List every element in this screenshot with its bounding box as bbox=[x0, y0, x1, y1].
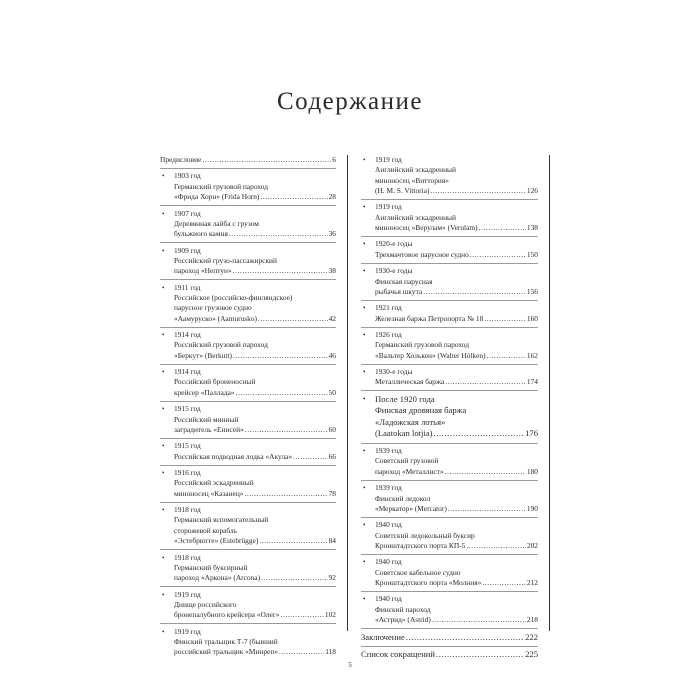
entry-last-line bbox=[174, 314, 336, 324]
entry-page-number: 174 bbox=[526, 377, 538, 387]
entry-last-line bbox=[375, 287, 538, 297]
toc-entry[interactable] bbox=[361, 367, 538, 388]
entry-page-number: 190 bbox=[526, 503, 538, 513]
leader-dots bbox=[258, 314, 328, 324]
entry-separator bbox=[361, 364, 538, 365]
entry-title-line: Финская парусная bbox=[375, 276, 433, 286]
entry-last-line bbox=[174, 573, 336, 583]
entry-year: 1920-е годы bbox=[375, 239, 413, 249]
entry-year: 1903 год bbox=[174, 171, 201, 181]
entry-title-line: Российский эскадренный bbox=[174, 478, 254, 488]
bullet-icon: • bbox=[162, 331, 165, 340]
leader-dots bbox=[445, 467, 526, 477]
entry-title-line: Финский тральщик Т-7 (бывший bbox=[174, 637, 278, 647]
entry-title-line: (Laatokan lotjia) bbox=[375, 428, 433, 439]
leader-dots bbox=[470, 250, 526, 260]
entry-separator bbox=[361, 390, 538, 391]
entry-last-line bbox=[375, 377, 538, 387]
leader-dots bbox=[261, 573, 328, 583]
entry-title-line: парусное грузовое судно bbox=[174, 303, 252, 313]
entry-title-line: (H. M. S. Vittoria) bbox=[375, 185, 430, 195]
entry-title-line: бронепалубного крейсера «Олег» bbox=[174, 610, 280, 620]
toc-entry[interactable] bbox=[160, 441, 336, 462]
toc-entry[interactable] bbox=[361, 557, 538, 588]
entry-title-line: Финская дровяная баржа bbox=[375, 405, 467, 416]
entry-separator bbox=[160, 438, 336, 439]
entry-year: 1939 год bbox=[375, 483, 402, 493]
toc-right-column bbox=[361, 155, 538, 661]
bullet-icon: • bbox=[363, 447, 366, 456]
entry-title-line: Российский грузовой пароход bbox=[174, 340, 268, 350]
entry-title-line: Российское (российско-финляндское) bbox=[174, 293, 293, 303]
entry-page-number: 202 bbox=[526, 540, 538, 550]
entry-separator bbox=[361, 327, 538, 328]
leader-dots bbox=[281, 610, 324, 620]
entry-title-line: «Ладожская лотья» bbox=[375, 416, 446, 427]
entry-page-number: 138 bbox=[526, 222, 538, 232]
toc-entry[interactable] bbox=[160, 283, 336, 324]
entry-last-line bbox=[174, 351, 336, 361]
entry-title-line: пароход «Металлист» bbox=[375, 466, 444, 476]
entry-year: 1915 год bbox=[174, 404, 201, 414]
toc-entry[interactable] bbox=[160, 171, 336, 202]
leader-dots bbox=[434, 428, 525, 440]
entry-separator bbox=[361, 443, 538, 444]
entry-title-line: Германский буксирный bbox=[174, 562, 248, 572]
entry-title-line: Трехмачтовое парусное судно bbox=[375, 249, 469, 259]
entry-page-number: 212 bbox=[526, 577, 538, 587]
entry-title-line: пароход «Аркона» (Arcona) bbox=[174, 573, 261, 583]
entry-title-line: заградитель «Енисей» bbox=[174, 424, 244, 434]
bullet-icon: • bbox=[162, 469, 165, 478]
bullet-icon: • bbox=[162, 246, 165, 255]
entry-title-line: «Вальтер Холькен» (Walter Hölken) bbox=[375, 350, 486, 360]
entry-title-line: рыбачья шкута bbox=[375, 286, 423, 296]
entry-page-number: 60 bbox=[328, 424, 336, 434]
entry-title-line: российский тральщик «Минреп» bbox=[174, 647, 278, 657]
bullet-icon: • bbox=[363, 304, 366, 313]
bullet-icon: • bbox=[162, 209, 165, 218]
entry-title-line: «Эстебрюгге» (Estebrügge) bbox=[174, 536, 259, 546]
bullet-icon: • bbox=[162, 283, 165, 292]
entry-title-line: Деревянная лайба с грузом bbox=[174, 218, 259, 228]
entry-page-number: 156 bbox=[526, 286, 538, 296]
entry-page-number: 28 bbox=[328, 192, 336, 202]
entry-title-line: Финский пароход bbox=[375, 604, 431, 614]
entry-title-line: Советский ледокольный буксир bbox=[375, 530, 475, 540]
page-title: Содержание bbox=[277, 88, 423, 115]
bullet-icon: • bbox=[162, 627, 165, 636]
entry-title-line: Железная баржа Петропорта № 18 bbox=[375, 313, 484, 323]
entry-separator bbox=[160, 364, 336, 365]
bullet-icon: • bbox=[162, 590, 165, 599]
entry-year: 1914 год bbox=[174, 330, 201, 340]
bullet-icon: • bbox=[162, 442, 165, 451]
entry-title-line: миноносец «Верулам» (Verulam) bbox=[375, 222, 478, 232]
entry-year: 1918 год bbox=[174, 505, 201, 515]
entry-separator bbox=[160, 549, 336, 550]
bullet-icon: • bbox=[162, 172, 165, 181]
page-number: 5 bbox=[348, 661, 352, 669]
toc-entry[interactable] bbox=[160, 209, 336, 240]
entry-page-number: 38 bbox=[328, 266, 336, 276]
entry-separator bbox=[361, 646, 538, 647]
entry-year: После 1920 года bbox=[375, 393, 435, 404]
entry-last-line bbox=[174, 610, 336, 620]
entry-year: 1930-е годы bbox=[375, 367, 413, 377]
toc-entry[interactable] bbox=[361, 266, 538, 297]
leader-dots bbox=[279, 647, 324, 657]
entry-year: 1914 год bbox=[174, 367, 201, 377]
entry-year: 1940 год bbox=[375, 594, 402, 604]
toc-entry[interactable] bbox=[361, 155, 538, 196]
entry-separator bbox=[361, 480, 538, 481]
entry-year: 1926 год bbox=[375, 330, 402, 340]
leader-dots bbox=[487, 351, 526, 361]
leader-dots bbox=[229, 229, 328, 239]
entry-last-line bbox=[174, 489, 336, 499]
leader-dots bbox=[445, 377, 526, 387]
leader-dots bbox=[479, 223, 526, 233]
entry-title-line: пароход «Нептун» bbox=[174, 266, 232, 276]
bullet-icon: • bbox=[363, 558, 366, 567]
entry-year: 1918 год bbox=[174, 552, 201, 562]
toc-entry[interactable] bbox=[361, 303, 538, 324]
entry-separator bbox=[361, 236, 538, 237]
entry-title-line: бульжного камня bbox=[174, 229, 228, 239]
column-divider bbox=[347, 155, 348, 631]
entry-title-line: Английский эскадренный bbox=[375, 165, 456, 175]
entry-title-line: Кронштадтского порта «Молния» bbox=[375, 577, 482, 587]
leader-dots bbox=[233, 266, 328, 276]
bullet-icon: • bbox=[363, 394, 366, 403]
entry-last-line bbox=[375, 223, 538, 233]
bullet-icon: • bbox=[363, 595, 366, 604]
toc-entry[interactable] bbox=[160, 367, 336, 398]
toc-entry[interactable] bbox=[361, 330, 538, 361]
toc-entry[interactable] bbox=[160, 627, 336, 658]
toc-entry[interactable] bbox=[361, 632, 538, 644]
entry-page-number: 36 bbox=[328, 229, 336, 239]
toc-entry[interactable] bbox=[361, 202, 538, 233]
entry-title-line: Российский броненосный bbox=[174, 377, 256, 387]
entry-page-number: 162 bbox=[526, 350, 538, 360]
entry-title-line: Российская подводная лодка «Акула» bbox=[174, 451, 293, 461]
entry-page-number: 102 bbox=[324, 610, 336, 620]
entry-separator bbox=[361, 554, 538, 555]
entry-page-number: 92 bbox=[328, 573, 336, 583]
bullet-icon: • bbox=[162, 405, 165, 414]
entry-title-line: Английский эскадренный bbox=[375, 212, 456, 222]
entry-last-line bbox=[375, 351, 538, 361]
leader-dots bbox=[448, 504, 526, 514]
entry-year: 1939 год bbox=[375, 446, 402, 456]
entry-title-line: Предисловие bbox=[160, 155, 202, 164]
entry-year: 1919 год bbox=[174, 626, 201, 636]
right-rule bbox=[549, 155, 550, 631]
leader-dots bbox=[202, 155, 331, 165]
entry-title-line: Финский ледокол bbox=[375, 493, 431, 503]
leader-dots bbox=[260, 192, 327, 202]
entry-year: 1909 год bbox=[174, 245, 201, 255]
bullet-icon: • bbox=[363, 240, 366, 249]
entry-last-line bbox=[174, 192, 336, 202]
leader-dots bbox=[430, 186, 525, 196]
entry-separator bbox=[361, 517, 538, 518]
entry-last-line bbox=[174, 647, 336, 657]
entry-last-line bbox=[375, 467, 538, 477]
entry-title-line: миноносец «Казанец» bbox=[174, 488, 244, 498]
entry-title-line: Заключение bbox=[361, 631, 405, 642]
entry-title-line: Германский грузовой пароход bbox=[375, 340, 469, 350]
entry-title-line: Кронштадтского порта КП-5 bbox=[375, 540, 466, 550]
entry-title-line: «Астрид» (Astrid) bbox=[375, 615, 431, 625]
entry-separator bbox=[361, 300, 538, 301]
entry-year: 1907 год bbox=[174, 208, 201, 218]
toc-entry[interactable] bbox=[160, 590, 336, 621]
entry-separator bbox=[160, 465, 336, 466]
entry-title-line: Советский грузовой bbox=[375, 456, 439, 466]
entry-separator bbox=[160, 242, 336, 243]
entry-page-number: 150 bbox=[526, 249, 538, 259]
entry-title-line: Германский вспомогательный bbox=[174, 515, 269, 525]
entry-page-number: 84 bbox=[328, 536, 336, 546]
entry-last-line bbox=[375, 615, 538, 625]
leader-dots bbox=[432, 615, 526, 625]
bullet-icon: • bbox=[363, 484, 366, 493]
leader-dots bbox=[259, 536, 327, 546]
entry-title-line: крейсер «Паллада» bbox=[174, 387, 235, 397]
leader-dots bbox=[245, 425, 328, 435]
entry-separator bbox=[361, 628, 538, 629]
leader-dots bbox=[436, 649, 524, 661]
leader-dots bbox=[293, 452, 328, 462]
entry-last-line bbox=[174, 425, 336, 435]
entry-year: 1940 год bbox=[375, 520, 402, 530]
entry-last-line bbox=[174, 388, 336, 398]
bullet-icon: • bbox=[363, 267, 366, 276]
entry-page-number: 42 bbox=[328, 313, 336, 323]
toc-entry[interactable] bbox=[160, 505, 336, 546]
entry-separator bbox=[160, 401, 336, 402]
entry-year: 1919 год bbox=[174, 589, 201, 599]
toc-entry[interactable] bbox=[361, 520, 538, 551]
entry-page-number: 126 bbox=[526, 185, 538, 195]
toc-entry[interactable] bbox=[160, 155, 336, 165]
leader-dots bbox=[482, 578, 526, 588]
bullet-icon: • bbox=[363, 368, 366, 377]
entry-year: 1930-е годы bbox=[375, 266, 413, 276]
entry-title-line: Российский минный bbox=[174, 414, 239, 424]
entry-last-line bbox=[375, 541, 538, 551]
bullet-icon: • bbox=[162, 506, 165, 515]
entry-separator bbox=[361, 199, 538, 200]
entry-page-number: 118 bbox=[325, 647, 336, 657]
entry-last-line bbox=[375, 504, 538, 514]
bullet-icon: • bbox=[363, 156, 366, 164]
bullet-icon: • bbox=[363, 203, 366, 212]
leader-dots bbox=[484, 314, 526, 324]
entry-last-line bbox=[361, 632, 538, 644]
toc-entry[interactable] bbox=[361, 394, 538, 440]
entry-last-line bbox=[375, 250, 538, 260]
leader-dots bbox=[466, 541, 526, 551]
entry-page-number: 46 bbox=[328, 350, 336, 360]
toc-entry[interactable] bbox=[160, 468, 336, 499]
entry-title-line: «Фрида Хорн» (Frida Horn) bbox=[174, 192, 260, 202]
bullet-icon: • bbox=[363, 331, 366, 340]
entry-title-line: «Аамуруско» (Aamurusko) bbox=[174, 313, 258, 323]
toc-entry[interactable] bbox=[361, 649, 538, 661]
entry-title-line: сторожевой корабль bbox=[174, 525, 238, 535]
entry-last-line bbox=[375, 578, 538, 588]
leader-dots bbox=[406, 632, 524, 644]
entry-year: 1911 год bbox=[174, 282, 201, 292]
entry-title-line: «Беркут» (Berkutt) bbox=[174, 350, 232, 360]
entry-page-number: 50 bbox=[328, 387, 336, 397]
entry-title-line: Российский грузо-пассажирский bbox=[174, 255, 277, 265]
entry-year: 1921 год bbox=[375, 303, 402, 313]
entry-year: 1919 год bbox=[375, 202, 402, 212]
entry-separator bbox=[160, 623, 336, 624]
entry-last-line bbox=[174, 266, 336, 276]
entry-title-line: миноносец «Виттория» bbox=[375, 175, 449, 185]
toc-entry[interactable] bbox=[160, 553, 336, 584]
bullet-icon: • bbox=[162, 553, 165, 562]
entry-separator bbox=[160, 502, 336, 503]
entry-separator bbox=[160, 279, 336, 280]
entry-last-line bbox=[174, 229, 336, 239]
entry-last-line bbox=[361, 649, 538, 661]
entry-page-number: 176 bbox=[525, 428, 538, 439]
entry-separator bbox=[361, 263, 538, 264]
entry-page-number: 160 bbox=[526, 313, 538, 323]
entry-separator bbox=[160, 205, 336, 206]
entry-year: 1915 год bbox=[174, 441, 201, 451]
entry-last-line bbox=[375, 314, 538, 324]
bullet-icon: • bbox=[162, 368, 165, 377]
entry-title-line: Список сокращений bbox=[361, 649, 435, 660]
bullet-icon: • bbox=[363, 521, 366, 530]
toc-entry[interactable] bbox=[361, 239, 538, 260]
entry-title-line: Днище российского bbox=[174, 599, 237, 609]
entry-page-number: 6 bbox=[332, 155, 336, 164]
toc-entry[interactable] bbox=[160, 330, 336, 361]
entry-last-line bbox=[375, 428, 538, 440]
entry-title-line: Германский грузовой пароход bbox=[174, 181, 268, 191]
entry-page-number: 218 bbox=[526, 615, 538, 625]
entry-separator bbox=[160, 168, 336, 169]
toc-left-column bbox=[160, 155, 336, 658]
leader-dots bbox=[233, 351, 328, 361]
entry-last-line bbox=[375, 186, 538, 196]
entry-title-line: «Меркатор» (Mercator) bbox=[375, 503, 447, 513]
entry-year: 1916 год bbox=[174, 468, 201, 478]
entry-page-number: 222 bbox=[525, 631, 538, 642]
entry-separator bbox=[160, 327, 336, 328]
toc-entry[interactable] bbox=[361, 483, 538, 514]
leader-dots bbox=[244, 489, 327, 499]
toc-entry[interactable] bbox=[361, 594, 538, 625]
entry-page-number: 78 bbox=[328, 488, 336, 498]
entry-title-line: Советское кабельное судно bbox=[375, 567, 461, 577]
entry-year: 1940 год bbox=[375, 557, 402, 567]
entry-last-line bbox=[174, 536, 336, 546]
entry-title-line: Металлическая баржа bbox=[375, 377, 445, 387]
entry-separator bbox=[361, 591, 538, 592]
entry-page-number: 180 bbox=[526, 466, 538, 476]
toc-entry[interactable] bbox=[361, 446, 538, 477]
entry-separator bbox=[160, 586, 336, 587]
toc-entry[interactable] bbox=[160, 246, 336, 277]
leader-dots bbox=[423, 287, 526, 297]
entry-last-line bbox=[174, 452, 336, 462]
leader-dots bbox=[236, 388, 328, 398]
entry-page-number: 66 bbox=[328, 451, 336, 461]
entry-page-number: 225 bbox=[525, 649, 538, 660]
toc-entry[interactable] bbox=[160, 404, 336, 435]
entry-year: 1919 год bbox=[375, 155, 402, 164]
entry-last-line bbox=[160, 155, 336, 165]
